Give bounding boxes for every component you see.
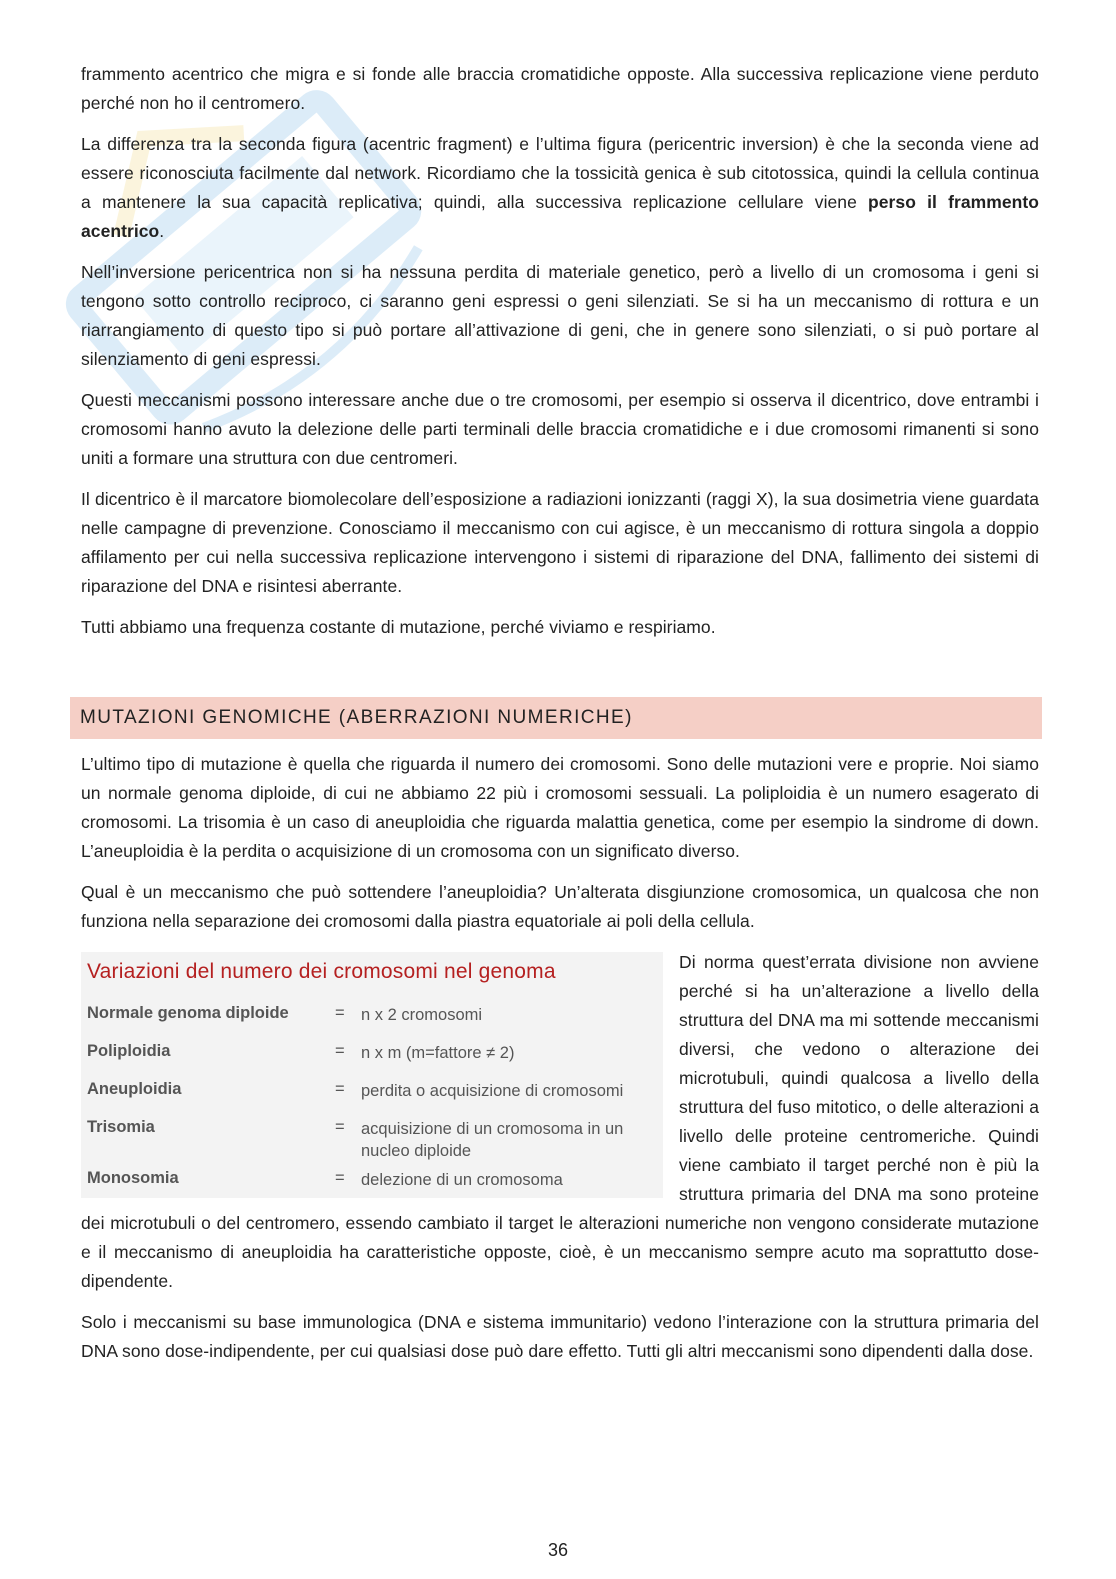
paragraph-text: .	[159, 221, 165, 241]
row-equals: =	[335, 1080, 345, 1098]
page-number: 36	[547, 1540, 569, 1560]
paragraph: Questi meccanismi possono interessare anche due o tre cromosomi, per esempio si osserva il dicentrico, dove entrambi i cromosomi hanno avuto la delezione delle parti terminali delle braccia cromatidiche e i due cromosomi rimanenti si sono uniti a formare una struttura con due centromeri.	[81, 390, 1039, 468]
row-label: Aneuploidia	[87, 1080, 182, 1098]
paragraph: Nell’inversione pericentrica non si ha nessuna perdita di materiale genetico, però a livello di un cromosoma i geni si tengono sotto controllo reciproco, ci saranno geni espressi o geni silenziati. Se si ha un meccanismo di rottura e un riarrangiamento di questo tipo si può portare all’attivazione di geni, che in genere sono silenziati, o si può portare al silenziamento di geni espressi.	[81, 262, 1039, 369]
row-value: perdita o acquisizione di cromosomi	[361, 1082, 624, 1100]
row-equals: =	[335, 1118, 345, 1136]
row-label: Poliploidia	[87, 1042, 171, 1060]
row-label: Monosomia	[87, 1169, 179, 1187]
paragraph: L’ultimo tipo di mutazione è quella che riguarda il numero dei cromosomi. Sono delle mutazioni vere e proprie. Noi siamo un normale genoma diploide, di cui ne abbiamo 22 più i cromosomi sessuali. La poliploidia è un numero esagerato di cromosomi. La trisomia è un caso di aneuploidia che riguarda malattia genetica, come per esempio la sindrome di down. L’aneuploidia è la perdita o acquisizione di un cromosoma con un significato diverso.	[81, 754, 1039, 861]
paragraph	[81, 130, 1039, 246]
row-equals: =	[335, 1169, 345, 1187]
row-value: acquisizione di un cromosoma in un nucleo diploide	[361, 1120, 624, 1160]
body-text-section	[81, 750, 1039, 1378]
wrapped-paragraph: Di norma quest’errata divisione non avviene perché si ha un’alterazione a livello della struttura del DNA ma mi sottende meccanismi diversi, che vedono o alterazione dei microtubuli, quindi qualcosa a livello della struttura del fuso mitotico, o delle alterazioni a livello delle proteine centromeriche. Quindi viene cambiato il target perché non è più la struttura primaria del DNA ma sono proteine dei microtubuli o del centromero, essendo cambiato il target le alterazioni numeriche non vengono considerate mutazione e il meccanismo di aneuploidia ha caratteristiche opposte, cioè, è un meccanismo sempre acuto ma soprattutto dose-dipendente.	[81, 952, 1039, 1291]
figure-with-text	[81, 948, 1039, 1296]
paragraph: Qual è un meccanismo che può sottendere l’aneuploidia? Un’alterata disgiunzione cromosomica, un qualcosa che non funziona nella separazione dei cromosomi dalla piastra equatoriale ai poli della cellula.	[81, 882, 1039, 931]
row-label: Trisomia	[87, 1118, 155, 1136]
section-heading: MUTAZIONI GENOMICHE (ABERRAZIONI NUMERICHE)	[70, 697, 1042, 739]
row-value: n x 2 cromosomi	[361, 1006, 483, 1024]
bold-text: perso il frammento acentrico	[81, 192, 1039, 241]
figure-title: Variazioni del numero dei cromosomi nel genoma	[87, 960, 556, 983]
row-value: n x m (m=fattore ≠ 2)	[361, 1044, 515, 1062]
chromosome-variation-figure	[81, 952, 663, 1198]
paragraph: frammento acentrico che migra e si fonde alle braccia cromatidiche opposte. Alla successiva replicazione viene perduto perché non ho il centromero.	[81, 64, 1039, 113]
paragraph: Solo i meccanismi su base immunologica (DNA e sistema immunitario) vedono l’interazione con la struttura primaria del DNA sono dose-indipendente, per cui qualsiasi dose può dare effetto. Tutti gli altri meccanismi sono dipendenti dalla dose.	[81, 1312, 1039, 1361]
row-equals: =	[335, 1042, 345, 1060]
body-text-top	[81, 60, 1039, 654]
row-label: Normale genoma diploide	[87, 1004, 289, 1022]
row-value: delezione di un cromosoma	[361, 1171, 563, 1189]
paragraph: Tutti abbiamo una frequenza costante di mutazione, perché viviamo e respiriamo.	[81, 617, 716, 637]
paragraph-text: La differenza tra la seconda figura (acentric fragment) e l’ultima figura (pericentric inversion) è che la seconda viene ad essere riconosciuta facilmente dal network. Ricordiamo che la tossicità genica è sub citotossica, quindi la cellula continua a mantenere la sua capacità replicativa; quindi, alla successiva replicazione cellulare viene	[81, 134, 1039, 212]
row-equals: =	[335, 1004, 345, 1022]
paragraph: Il dicentrico è il marcatore biomolecolare dell’esposizione a radiazioni ionizzanti (raggi X), la sua dosimetria viene guardata nelle campagne di prevenzione. Conosciamo il meccanismo con cui agisce, è un meccanismo di rottura singola a doppio affilamento per cui nella successiva replicazione intervengono i sistemi di riparazione del DNA, fallimento dei sistemi di riparazione del DNA e risintesi aberrante.	[81, 489, 1039, 596]
